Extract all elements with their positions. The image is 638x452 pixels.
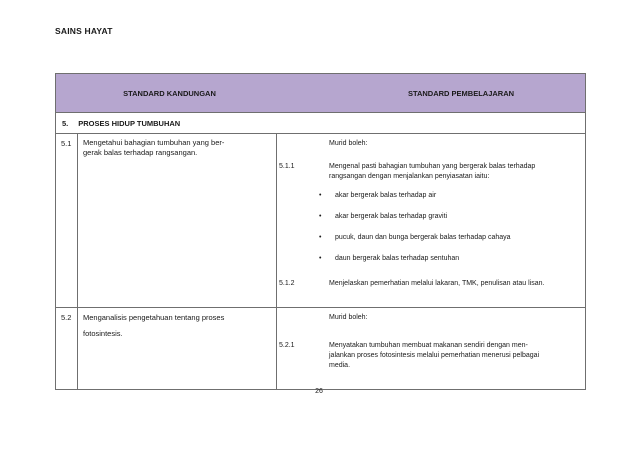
bullet-icon: • [319,213,322,220]
bullet-icon: • [319,255,322,262]
section-title: PROSES HIDUP TUMBUHAN [78,118,181,128]
document-header: SAINS HAYAT [55,26,113,36]
intro-text: Murid boleh: [329,314,368,321]
content-line: gerak balas terhadap rangsangan. [83,148,198,157]
intro-text: Murid boleh: [329,140,368,147]
table-row [56,308,585,389]
item-line: jalankan proses fotosintesis melalui pemerhatian menerusi pelbagai [329,352,540,359]
item-code: 5.2.1 [279,342,295,349]
content-standard [78,308,277,389]
bullet-item: akar bergerak balas terhadap graviti [335,213,448,220]
item-line: Mengenal pasti bahagian tumbuhan yang bergerak balas terhadap [329,163,536,170]
content-line: Menganalisis pengetahuan tentang proses [83,313,225,322]
bullet-icon: • [319,192,322,199]
bullet-icon: • [319,234,322,241]
item-line: Menyatakan tumbuhan membuat makanan sendiri dengan men- [329,342,528,349]
content-code: 5.1 [56,134,78,307]
page-number: 26 [315,388,323,395]
section-heading [56,113,585,134]
learning-standard [277,308,585,389]
content-standard [78,134,277,307]
content-line: fotosintesis. [83,329,123,338]
item-line: media. [329,362,351,369]
learning-standard [277,134,585,307]
item-code: 5.1.1 [279,163,295,170]
bullet-item: akar bergerak balas terhadap air [335,192,437,199]
header-standard-kandungan: STANDARD KANDUNGAN [123,88,216,98]
bullet-item: daun bergerak balas terhadap sentuhan [335,255,460,262]
curriculum-table [55,73,586,390]
header-standard-pembelajaran: STANDARD PEMBELAJARAN [407,88,515,98]
content-line: Mengetahui bahagian tumbuhan yang ber- [83,138,225,147]
item-line: rangsangan dengan menjalankan penyiasatan iaitu: [329,173,490,180]
section-number: 5. [62,118,69,128]
table-header-row [56,74,585,113]
table-row [56,134,585,308]
content-code: 5.2 [56,308,78,389]
bullet-item: pucuk, daun dan bunga bergerak balas terhadap cahaya [335,234,511,241]
item-code: 5.1.2 [279,280,295,287]
item-line: Menjelaskan pemerhatian melalui lakaran, TMK, penulisan atau lisan. [329,280,545,287]
